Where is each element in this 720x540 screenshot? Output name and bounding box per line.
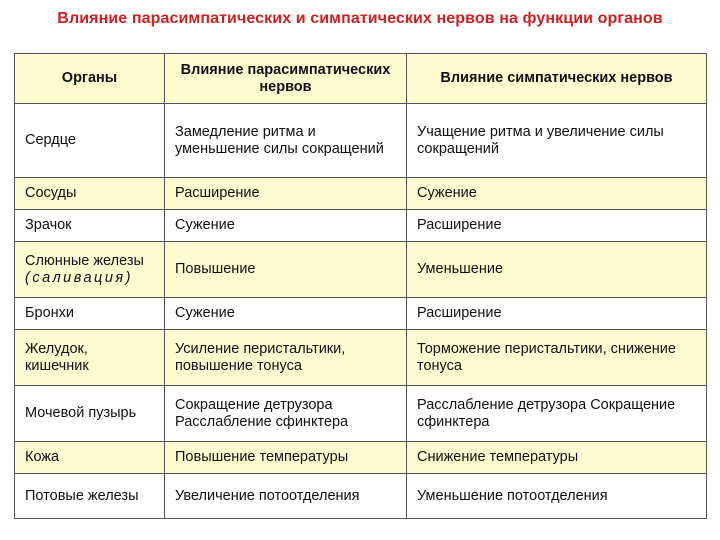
table-row — [15, 442, 707, 474]
sym-cell: Расширение — [407, 210, 707, 242]
para-cell: Повышение — [165, 242, 407, 298]
para-cell: Усиление перистальтики, повышение тонуса — [165, 330, 407, 386]
organ-note: (саливация) — [25, 269, 133, 286]
organ-cell: Сердце — [15, 104, 165, 178]
header-sympathetic: Влияние симпатических нервов — [407, 54, 707, 104]
organ-cell: Зрачок — [15, 210, 165, 242]
header-parasympathetic: Влияние парасимпатических нервов — [165, 54, 407, 104]
sym-cell: Уменьшение потоотделения — [407, 474, 707, 519]
table-row — [15, 210, 707, 242]
sym-cell: Расширение — [407, 298, 707, 330]
header-organs: Органы — [15, 54, 165, 104]
para-cell: Сужение — [165, 210, 407, 242]
table-row — [15, 474, 707, 519]
sym-cell: Учащение ритма и увеличение силы сокращений — [407, 104, 707, 178]
organ-cell: Кожа — [15, 442, 165, 474]
table-row — [15, 330, 707, 386]
sym-cell: Расслабление детрузора Сокращение сфинктера — [407, 386, 707, 442]
sym-cell: Снижение температуры — [407, 442, 707, 474]
sym-cell: Уменьшение — [407, 242, 707, 298]
page-title: Влияние парасимпатических и симпатических нервов на функции органов — [57, 10, 663, 27]
organ-cell — [15, 242, 165, 298]
table-row — [15, 242, 707, 298]
organ-cell: Сосуды — [15, 178, 165, 210]
organ-label: Слюнные железы — [25, 252, 144, 269]
table-row — [15, 386, 707, 442]
para-cell: Увеличение потоотделения — [165, 474, 407, 519]
table-row — [15, 298, 707, 330]
para-cell: Замедление ритма и уменьшение силы сокращений — [165, 104, 407, 178]
para-cell: Повышение температуры — [165, 442, 407, 474]
para-cell: Сужение — [165, 298, 407, 330]
para-cell: Сокращение детрузора Расслабление сфинктера — [165, 386, 407, 442]
header-row — [15, 54, 707, 104]
table-row — [15, 178, 707, 210]
organ-cell: Мочевой пузырь — [15, 386, 165, 442]
organ-cell: Желудок, кишечник — [15, 330, 165, 386]
sym-cell: Торможение перистальтики, снижение тонуса — [407, 330, 707, 386]
comparison-table — [14, 53, 707, 519]
organ-cell: Потовые железы — [15, 474, 165, 519]
table-row — [15, 104, 707, 178]
organ-cell: Бронхи — [15, 298, 165, 330]
para-cell: Расширение — [165, 178, 407, 210]
sym-cell: Сужение — [407, 178, 707, 210]
